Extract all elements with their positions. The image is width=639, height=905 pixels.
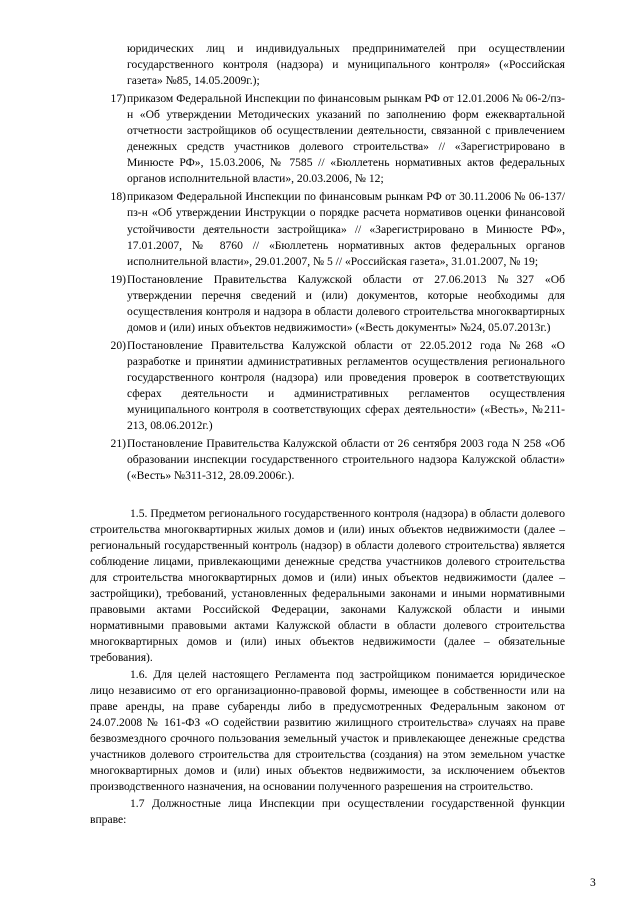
list-item [90, 189, 565, 269]
list-item-text: Постановление Правительства Калужской области от 27.06.2013 №327 «Об утверждении перечня сведений и (или) документов, которые необходимы для осуществления контроля и надзора в области долевого строительства многоквартирных домов и (или) иных объектов недвижимости» («Весть документы» №24, 05.07.2013г.) [127, 272, 565, 334]
paragraph-1-7: 1.7 Должностные лица Инспекции при осуществлении государственной функции вправе: [90, 797, 565, 827]
list-item-number: 17) [110, 92, 126, 106]
list-item [90, 41, 565, 89]
list-item-number: 20) [110, 338, 126, 352]
list-item-text: Постановление Правительства Калужской области от 26 сентября 2003 года N 258 «Об образовании инспекции государственного строительного надзора Калужской области» («Весть» №311-312, 28.09.2006г.). [127, 437, 565, 483]
page-number: 3 [590, 876, 596, 889]
list-item [90, 338, 565, 434]
list-item-text: Постановление Правительства Калужской области от 22.05.2012 года №268 «О разработке и принятии административных регламентов осуществления регионального государственного контроля (надзора) или проведения проверок в соответствующих сферах деятельности и административных регламентов осуществления муниципального контроля в соответствующих сферах деятельности» («Весть», №211-213, 08.06.2012г.) [127, 338, 565, 433]
paragraph-1-5: 1.5. Предметом регионального государственного контроля (надзора) в области долевого строительства многоквартирных жилых домов и (или) иных объектов недвижимости (далее – региональный государственный контроль (надзор) в области долевого строительства) является соблюдение лицами, привлекающими денежные средства участников долевого строительства для строительства многоквартирных домов и (или) иных объектов недвижимости (далее – застройщики), требований, установленных федеральными законами и иными нормативными правовыми актами Российской Федерации, законами Калужской области и иными нормативными правовыми актами Калужской области в области долевого строительства многоквартирных домов и (или) иных объектов недвижимости (далее – обязательные требования). [90, 507, 565, 665]
list-item-text: приказом Федеральной Инспекции по финансовым рынкам РФ от 12.01.2006 № 06-2/пз-н «Об утверждении Методических указаний по заполнению форм ежеквартальной отчетности застройщиков об осуществлении деятельности, связанной с привлечением денежных средств участников долевого строительства» // «Зарегистрировано в Минюсте РФ», 15.03.2006, № 7585 // «Бюллетень нормативных актов федеральных органов исполнительной власти», 20.03.2006, № 12; [127, 92, 565, 186]
paragraph-1-6: 1.6. Для целей настоящего Регламента под застройщиком понимается юридическое лицо независимо от его организационно-правовой формы, имеющее в собственности или на праве аренды, на праве субаренды либо в предусмотренных Федеральным законом от 24.07.2008 № 161-ФЗ «О содействии развитию жилищного строительства» случаях на праве безвозмездного срочного пользования земельный участок и привлекающее денежные средства участников долевого строительства для строительства (создания) на этом земельном участке многоквартирных домов и (или) иных объектов недвижимости, за исключением объектов производственного назначения, на основании полученного разрешения на строительство. [90, 668, 565, 794]
list-item [90, 272, 565, 336]
list-item [90, 91, 565, 187]
list-item [90, 436, 565, 484]
list-item-text: приказом Федеральной Инспекции по финансовым рынкам РФ от 30.11.2006 № 06-137/пз-н «Об утверждении Инструкции о порядке расчета нормативов оценки финансовой устойчивости деятельности застройщика» // «Зарегистрировано в Минюсте РФ», 17.01.2007, № 8760 // «Бюллетень нормативных актов федеральных органов исполнительной власти», 29.01.2007, № 5 // «Российская газета», 31.01.2007, № 19; [127, 190, 565, 268]
list-item-number: 18) [110, 190, 126, 204]
list-item-number: 19) [110, 272, 126, 286]
list-item-text: юридических лиц и индивидуальных предпринимателей при осуществлении государственного контроля (надзора) и муниципального контроля» («Российская газета» №85, 14.05.2009г.); [127, 42, 565, 88]
list-item-number: 21) [110, 437, 126, 451]
legal-acts-list [90, 41, 565, 486]
